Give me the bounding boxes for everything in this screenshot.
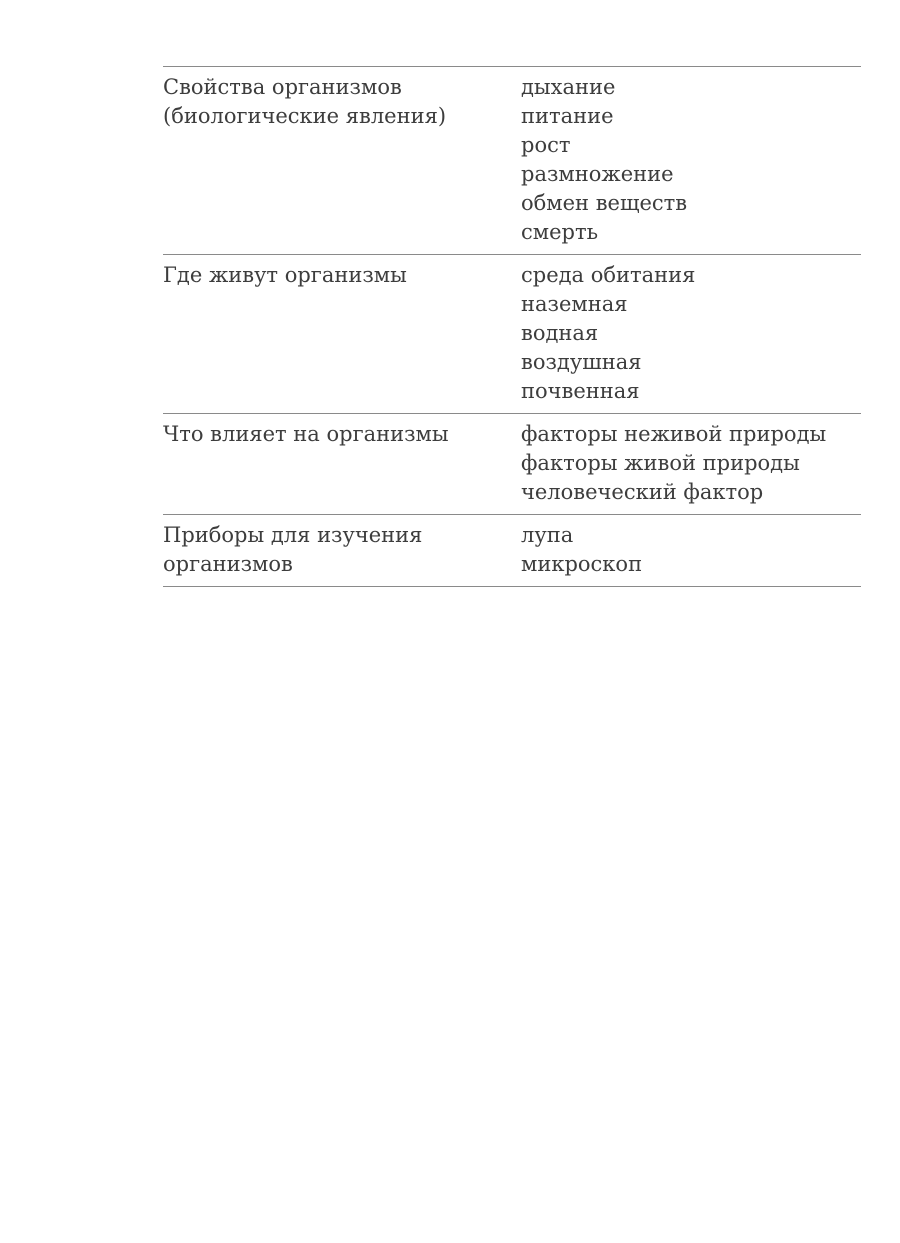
row-label: Свойства организмов (биологические явления) <box>163 75 447 128</box>
row-label: Где живут организмы <box>163 263 407 287</box>
list-item: среда обитания <box>521 263 696 287</box>
table-row-instruments <box>163 515 861 587</box>
list-item: обмен веществ <box>521 191 688 215</box>
row-items <box>521 420 861 507</box>
list-item: смерть <box>521 220 599 244</box>
list-item: факторы живой природы <box>521 451 800 475</box>
row-items <box>521 73 861 247</box>
list-item: воздушная <box>521 350 642 374</box>
list-item: размножение <box>521 162 674 186</box>
row-items <box>521 261 861 406</box>
list-item: рост <box>521 133 571 157</box>
list-item: наземная <box>521 292 628 316</box>
table-row-properties <box>163 67 861 255</box>
list-item: факторы неживой природы <box>521 422 827 446</box>
list-item: дыхание <box>521 75 616 99</box>
row-label: Что влияет на организмы <box>163 422 449 446</box>
list-item: водная <box>521 321 599 345</box>
table-row-factors <box>163 414 861 515</box>
list-item: почвенная <box>521 379 640 403</box>
concept-table <box>163 66 861 587</box>
row-label: Приборы для изучения организмов <box>163 523 423 576</box>
table-row-habitat <box>163 255 861 414</box>
list-item: микроскоп <box>521 552 643 576</box>
list-item: питание <box>521 104 614 128</box>
list-item: лупа <box>521 523 574 547</box>
list-item: человеческий фактор <box>521 480 764 504</box>
row-items <box>521 521 861 579</box>
